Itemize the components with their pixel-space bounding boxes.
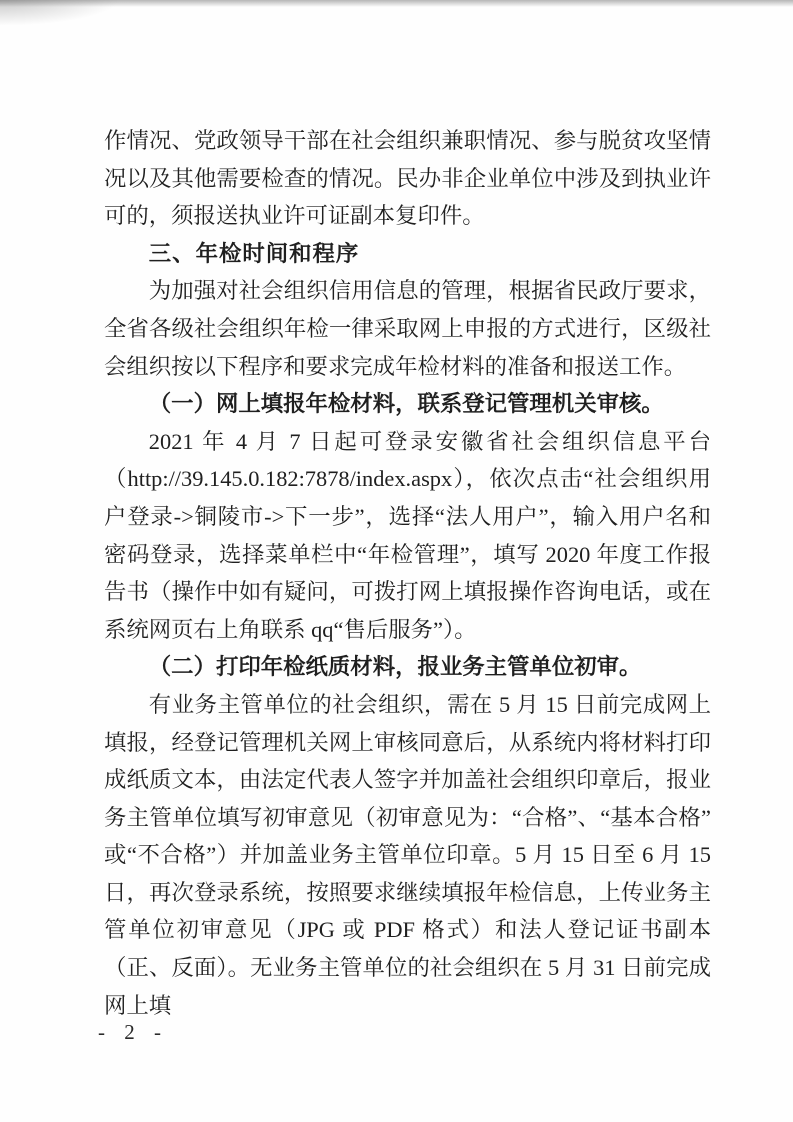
document-body: [104, 122, 711, 1024]
page-number: - 2 -: [98, 1020, 168, 1044]
subsection-heading-print-materials: （二）打印年检纸质材料，报业务主管单位初审。: [148, 654, 642, 680]
scan-shadow-top: [0, 0, 793, 7]
paragraph-online-platform-instructions: 2021 年 4 月 7 日起可登录安徽省社会组织信息平台（http://39.145.0.182:7878/index.aspx），依次点击“社会组织用户登录->铜陵市->下一步”，选择“法人用户”，输入用户名和密码登录，选择菜单栏中“年检管理”，填写 2020 年度工作报告书（操作中如有疑问，可拨打网上填报操作咨询电话，或在系统网页右上角联系 qq“售后服务”）。: [104, 428, 711, 642]
paragraph-inspection-items-continued: 作情况、党政领导干部在社会组织兼职情况、参与脱贫攻坚情况以及其他需要检查的情况。民办非企业单位中涉及到执业许可的，须报送执业许可证副本复印件。: [104, 128, 711, 229]
paragraph-supervisory-unit-review: 有业务主管单位的社会组织，需在 5 月 15 日前完成网上填报，经登记管理机关网上审核同意后，从系统内将材料打印成纸质文本，由法定代表人签字并加盖社会组织印章后，报业务主管单位填写初审意见（初审意见为：“合格”、“基本合格”或“不合格”）并加盖业务主管单位印章。5 月 15 日至 6 月 15 日，再次登录系统，按照要求继续填报年检信息，上传业务主管单位初审意见（JPG 或 PDF 格式）和法人登记证书副本（正、反面）。无业务主管单位的社会组织在 5 月 31 日前完成网上填: [104, 691, 711, 1018]
paragraph-credit-info-management: 为加强对社会组织信用信息的管理，根据省民政厅要求，全省各级社会组织年检一律采取网上申报的方式进行，区级社会组织按以下程序和要求完成年检材料的准备和报送工作。: [104, 278, 711, 379]
scan-shadow-top-left: [0, 0, 120, 26]
subsection-heading-online-filing: （一）网上填报年检材料，联系登记管理机关审核。: [148, 391, 664, 417]
section-heading-annual-inspection-time-procedure: 三、年检时间和程序: [148, 240, 360, 266]
